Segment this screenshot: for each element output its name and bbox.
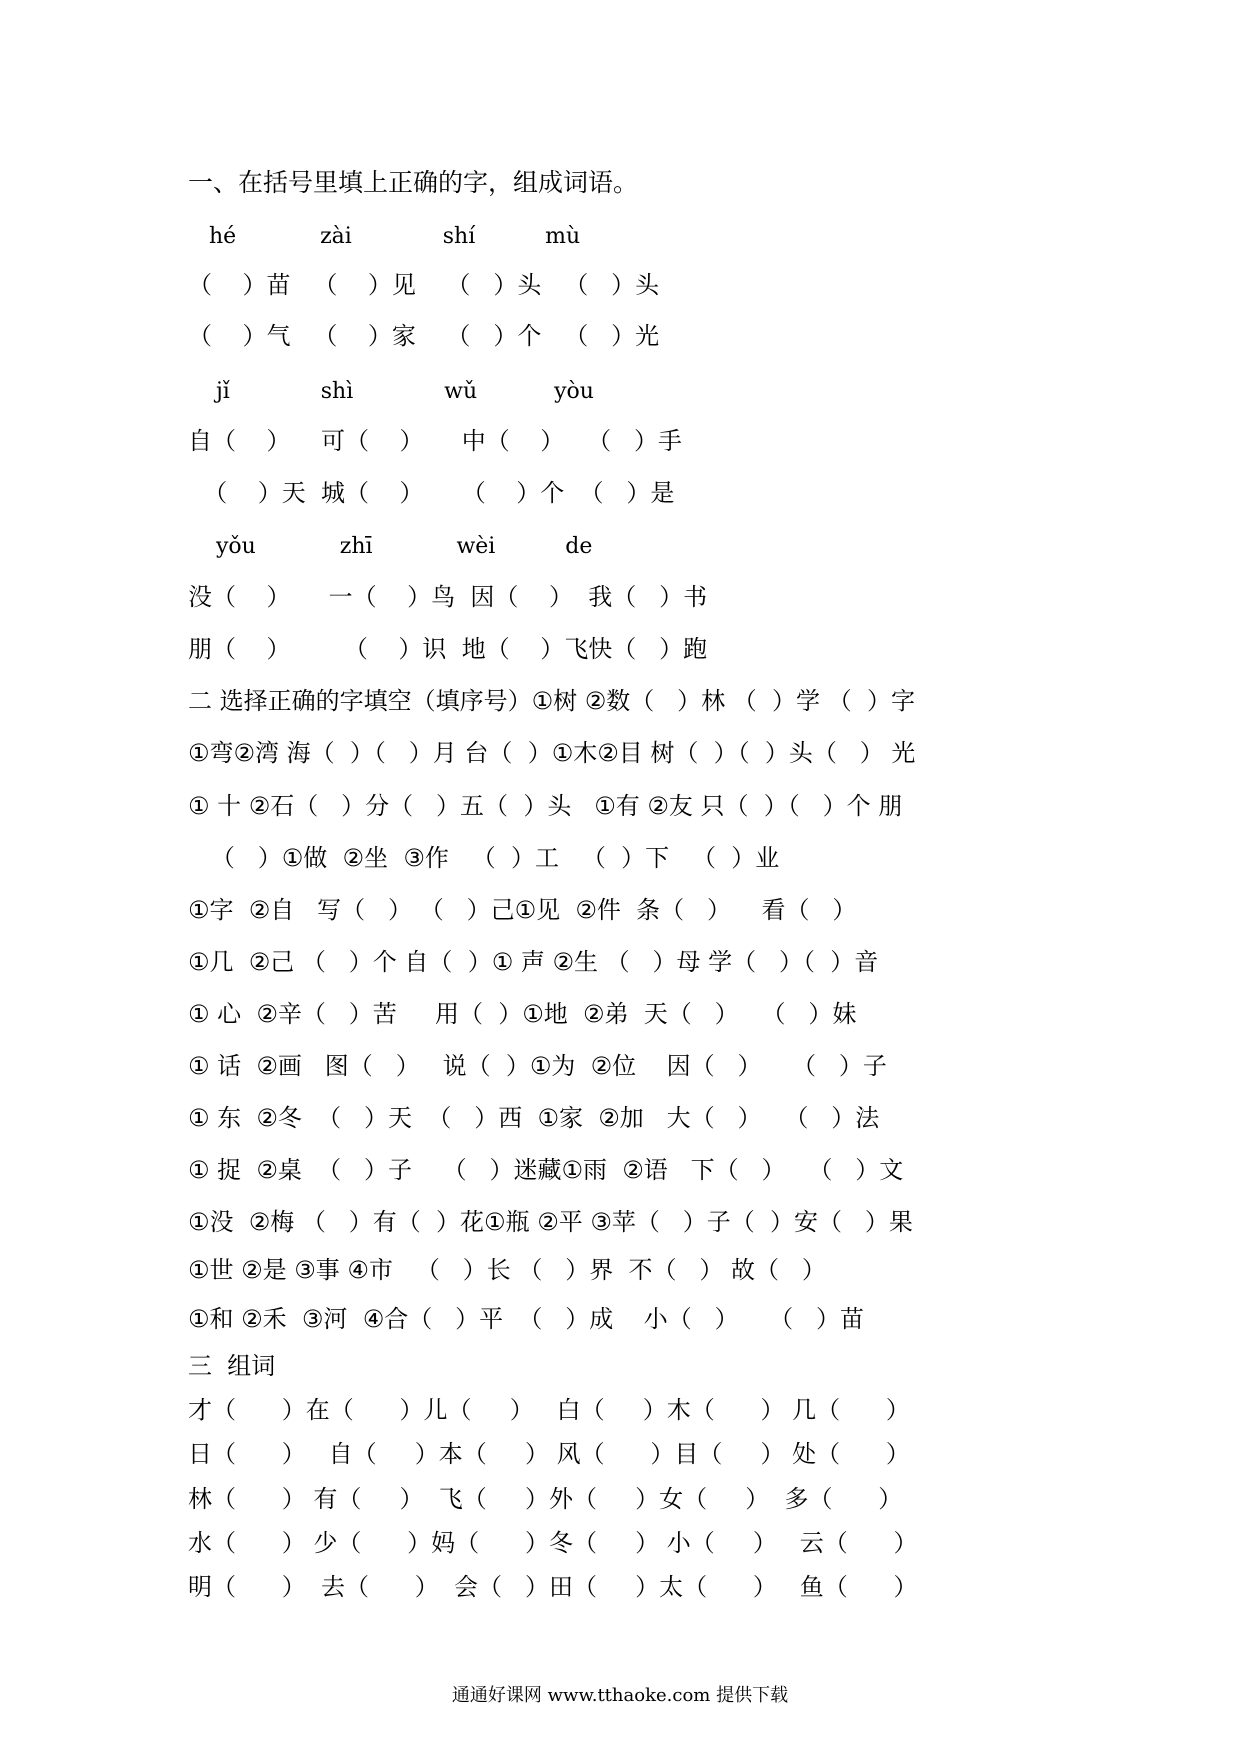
footer-credit: 通通好课网 www.tthaoke.com 提供下载 (451, 1685, 789, 1706)
pinyin-row-3: yǒu zhī wèi de (188, 534, 593, 559)
section2-line: ①没 ②梅 （ ）有（ ）花①瓶 ②平 ③苹（ ）子（ ）安（ ）果 (188, 1208, 913, 1236)
section3-line: 日（ ） 自（ ）本（ ） 风（ ）目（ ） 处（ ） (188, 1440, 910, 1468)
pinyin-row-2: jǐ shì wǔ yòu (188, 379, 594, 404)
section2-line: ①字 ②自 写（ ） （ ）己①见 ②件 条（ ） 看（ ） (188, 896, 857, 924)
section2-line: ① 话 ②画 图（ ） 说（ ）①为 ②位 因（ ） （ ）子 (188, 1052, 887, 1080)
section3-line: 明（ ） 去（ ） 会（ ）田（ ）太（ ） 鱼（ ） (188, 1573, 918, 1601)
section1-line: （ ）天 城（ ） （ ）个 （ ）是 (188, 479, 675, 507)
section1-line: 自（ ） 可（ ） 中（ ） （ ）手 (188, 427, 682, 455)
section3-line: 才（ ）在（ ）儿（ ） 白（ ）木（ ） 几（ ） (188, 1396, 910, 1424)
section2-title-line: 二 选择正确的字填空（填序号）①树 ②数（ ）林 （ ）学 （ ）字 (188, 687, 915, 715)
pinyin-row-1: hé zài shí mù (188, 224, 581, 249)
section2-line: ①世 ②是 ③事 ④市 （ ）长 （ ）界 不（ ） 故（ ） (188, 1256, 826, 1284)
section2-line: ①几 ②己 （ ）个 自（ ）① 声 ②生 （ ）母 学（ ）（ ）音 (188, 948, 879, 976)
section1-line: （ ）苗 （ ）见 （ ）头 （ ）头 (188, 271, 660, 299)
section3-line: 水（ ） 少（ ）妈（ ）冬（ ） 小（ ） 云（ ） (188, 1529, 918, 1557)
section1-line: 朋（ ） （ ）识 地（ ）飞快（ ）跑 (188, 635, 708, 663)
section2-line: ① 捉 ②桌 （ ）子 （ ）迷藏①雨 ②语 下（ ） （ ）文 (188, 1156, 904, 1184)
section3-title: 三 组词 (188, 1352, 276, 1380)
section2-line: ① 十 ②石（ ）分（ ）五（ ）头 ①有 ②友 只（ ）（ ）个 朋 (188, 792, 903, 820)
section2-line: ① 心 ②辛（ ）苦 用（ ）①地 ②弟 天（ ） （ ）妹 (188, 1000, 857, 1028)
section2-line: ①弯②湾 海（ ）（ ）月 台（ ）①木②目 树（ ）（ ）头（ ） 光 (188, 739, 916, 767)
section3-line: 林（ ） 有（ ） 飞（ ）外（ ）女（ ） 多（ ） (188, 1485, 903, 1513)
section2-line: （ ）①做 ②坐 ③作 （ ）工 （ ）下 （ ）业 (188, 844, 780, 872)
section1-line: （ ）气 （ ）家 （ ）个 （ ）光 (188, 322, 660, 350)
section2-line: ①和 ②禾 ③河 ④合（ ）平 （ ）成 小（ ） （ ）苗 (188, 1305, 865, 1333)
section1-title: 一、在括号里填上正确的字，组成词语。 (188, 168, 639, 197)
section2-line: ① 东 ②冬 （ ）天 （ ）西 ①家 ②加 大（ ） （ ）法 (188, 1104, 880, 1132)
section1-line: 没（ ） 一（ ）鸟 因（ ） 我（ ）书 (188, 583, 708, 611)
